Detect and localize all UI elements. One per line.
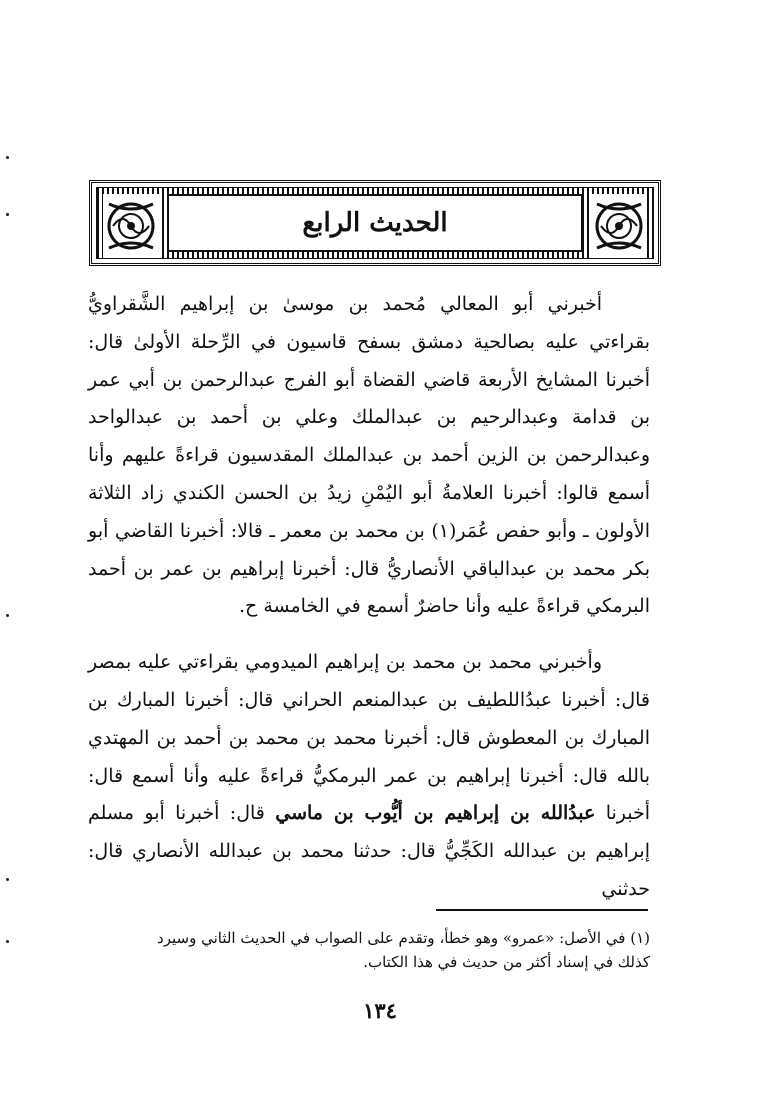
scan-margin-mark [6,156,9,159]
footnote-line: كذلك في إسناد أكثر من حديث في هذا الكتاب. [363,953,650,971]
paragraph-second-chain [88,644,650,909]
paragraph-first-chain: أخبرني أبو المعالي مُحمد بن موسىٰ بن إبراهيم الشَّقراويُّ بقراءتي عليه بصالحية دمشق بسفح قاسيون في الرِّحلة الأولىٰ قال: أخبرنا المشايخ الأربعة قاضي القضاة أبو الفرج عبدالرحمن بن أبي عمر بن قدامة وعبدالرحيم بن عبدالملك وعلي بن أحمد بن عبدالواحد وعبدالرحمن بن الزين أحمد بن عبدالملك المقدسيون قراءةً عليهم وأنا أسمع قالوا: أخبرنا العلامةُ أبو اليُمْنِ زيدُ بن الحسن الكندي زاد الثلاثة الأولون ـ وأبو حفص عُمَر(١) بن محمد بن معمر ـ قالا: أخبرنا القاضي أبو بكر محمد بن عبدالباقي الأنصاريُّ قال: أخبرنا إبراهيم بن عمر بن أحمد البرمكي قراءةً عليه وأنا حاضرٌ أسمع في الخامسة ح. [88,293,650,618]
chapter-heading-banner [89,180,661,266]
scan-margin-mark [6,213,9,216]
banner-title-box [167,194,583,252]
highlighted-narrator-name: عبدُالله بن إبراهيم بن أيُّوب بن ماسي [275,802,596,825]
scan-margin-mark [6,614,9,617]
page-number: ١٣٤ [363,998,397,1023]
arabesque-ornament-left [103,194,159,258]
chapter-title: الحديث الرابع [302,208,448,238]
paragraph-text: وأخبرني محمد بن محمد بن إبراهيم الميدومي بقراءتي عليه بمصر قال: أخبرنا عبدُاللطيف بن عبدالمنعم الحراني قال: أخبرنا المبارك بن المبارك بن المعطوش قال: أخبرنا محمد بن محمد بن أحمد بن المهتدي بالله قال: أخبرنا إبراهيم بن عمر البرمكيُّ قراءةً عليه وأنا أسمع قال: أخبرنا [88,651,651,825]
arabesque-ornament-right [591,194,647,258]
footnote-line: (١) في الأصل: «عمرو» وهو خطأ، وتقدم على الصواب في الحديث الثاني وسيرد [157,929,650,947]
footnote-separator [436,909,648,911]
banner-border-pattern [96,187,654,259]
main-text [88,286,650,909]
scan-margin-mark [6,878,9,881]
paragraph-text: قال: أخبرنا أبو مسلم إبراهيم بن عبدالله الكَجِّيُّ قال: حدثنا محمد بن عبدالله الأنصاري قال: حدثني [88,802,650,900]
scan-margin-mark [6,940,9,943]
footnote [88,926,650,974]
